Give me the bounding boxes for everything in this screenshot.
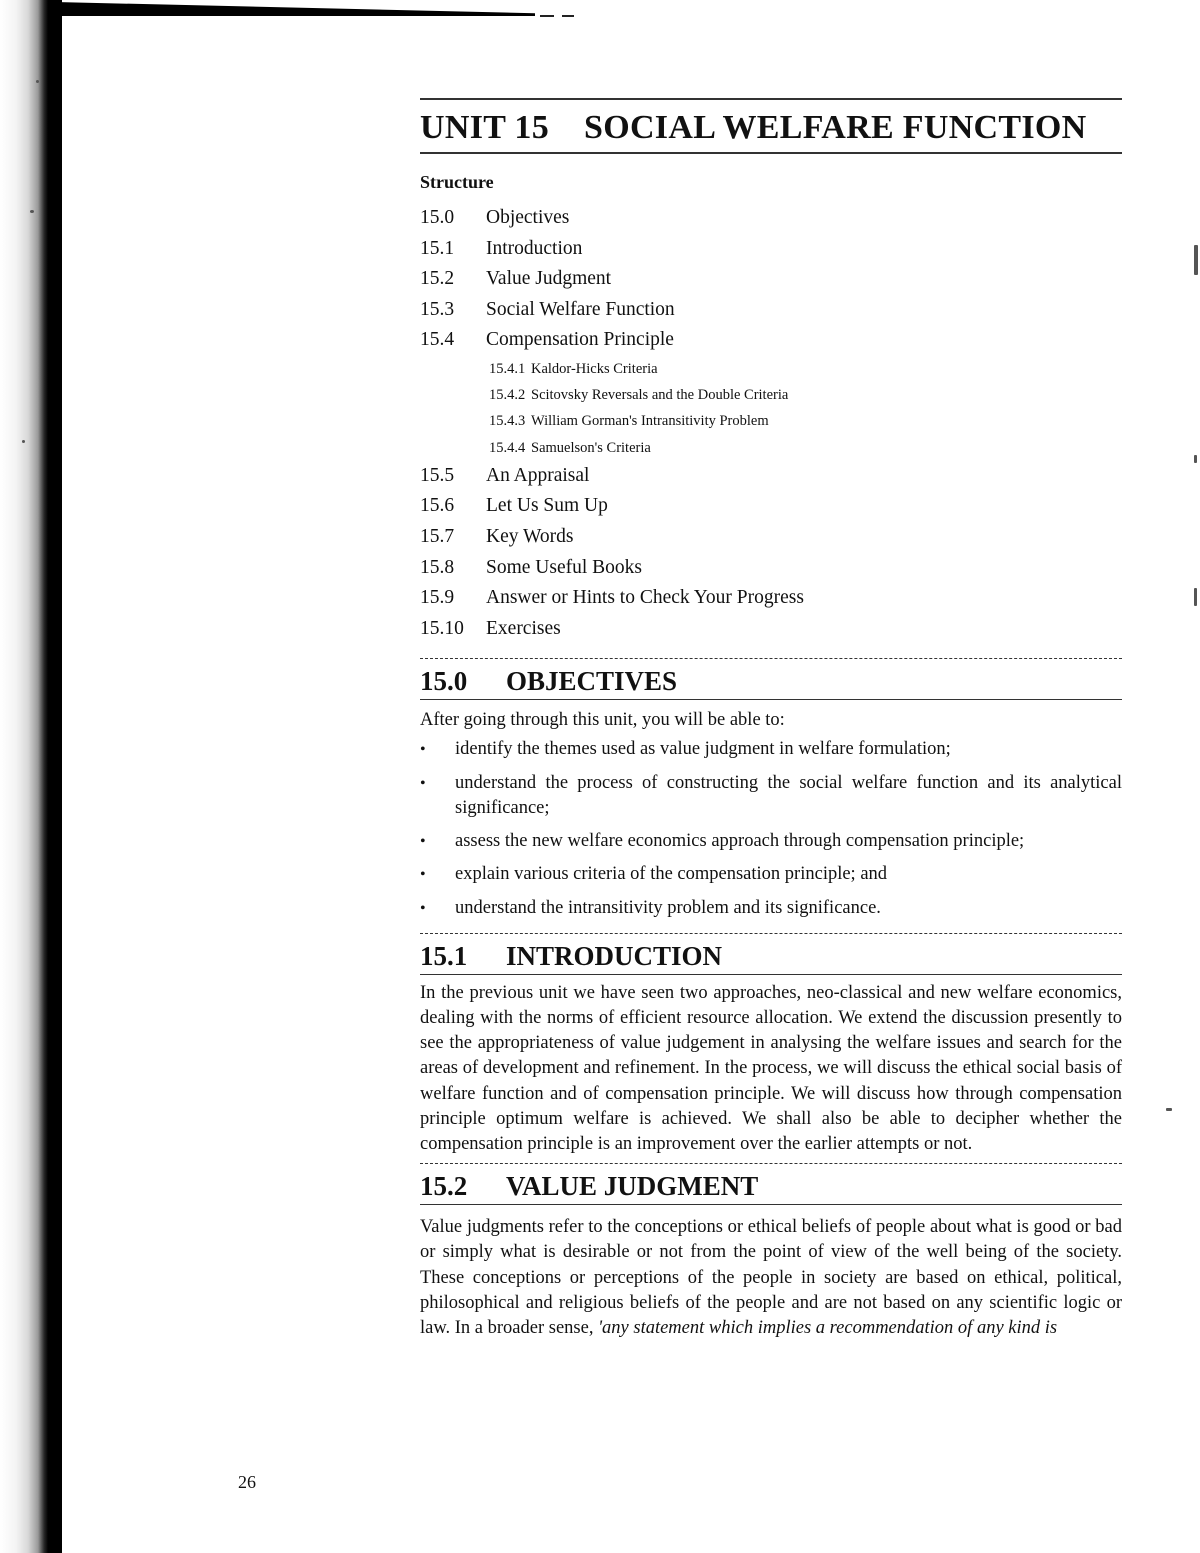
toc-label: Let Us Sum Up [486,495,608,517]
value-judgment-text: Value judgments refer to the conceptions or ethical beliefs of people about what is good or bad or simply what is desirable or not from the point of view of the well being of the society. These conceptions or perceptions of the people in society are based on ethical, political, philosophical and religious beliefs of the people and are not based on any scientific logic or law. In a broader sense, [420,1217,1122,1338]
book-spine-edge [48,0,62,1553]
toc-item [420,203,1122,234]
section-heading-objectives [420,658,1122,700]
toc-number: 15.0 [420,207,455,228]
toc-item [420,491,1122,522]
toc-number: 15.9 [420,587,455,609]
section-title: VALUE JUDGMENT [506,1171,759,1202]
objectives-list [420,737,1122,920]
toc-sub-number: 15.4.3 [489,413,526,430]
objective-item: • explain various criteria of the compensation principle; and [420,862,1122,887]
toc-sub-number: 15.4.4 [489,439,526,456]
toc-subitem [420,356,1122,382]
section-heading-value-judgment [420,1163,1122,1205]
unit-number: UNIT 15 [420,109,550,146]
toc-item [420,264,1122,295]
toc-number: 15.2 [420,268,455,290]
page-number: 26 [238,1472,256,1492]
toc-label: Compensation Principle [486,329,674,351]
value-judgment-paragraph [420,1215,1122,1341]
objective-item: • understand the process of constructing the social welfare function and its analytical significance; [420,771,1122,821]
unit-heading [420,98,1122,154]
toc-label: Value Judgment [486,268,612,290]
toc-number: 15.4 [420,329,455,351]
scan-mark [562,15,574,17]
objective-item: • identify the themes used as value judgment in welfare formulation; [420,737,1122,762]
section-number: 15.1 [420,940,468,971]
section-title: OBJECTIVES [506,666,678,697]
toc-item [420,234,1122,265]
section-number: 15.0 [420,666,468,697]
book-spine-shadow [0,0,48,1553]
toc-label: Social Welfare Function [486,298,675,320]
toc-item [420,522,1122,553]
toc-item [420,614,1122,645]
toc-sub-label: Kaldor-Hicks Criteria [531,360,658,377]
page-content [420,98,1122,1341]
toc-number: 15.1 [420,237,455,259]
toc-label: An Appraisal [486,464,590,486]
scan-speck [1166,1108,1172,1111]
scan-speck [22,440,25,443]
toc-label: Answer or Hints to Check Your Progress [486,587,804,609]
table-of-contents [420,203,1122,644]
objectives-intro: After going through this unit, you will be able to: [420,710,785,731]
toc-number: 15.7 [420,525,455,547]
top-scan-edge [55,2,535,16]
scan-speck [36,80,39,83]
scan-speck [1194,455,1197,463]
toc-number: 15.10 [420,617,464,639]
toc-item [420,583,1122,614]
toc-subitem [420,382,1122,408]
toc-sub-label: Scitovsky Reversals and the Double Criteria [531,387,789,404]
toc-label: Some Useful Books [486,556,642,578]
toc-number: 15.8 [420,556,455,578]
objective-item: • understand the intransitivity problem and its significance. [420,896,1122,921]
toc-label: Key Words [486,525,574,547]
toc-subitem [420,435,1122,461]
section-number: 15.2 [420,1171,468,1202]
introduction-paragraph: In the previous unit we have seen two approaches, neo-classical and new welfare economics, dealing with the norms of efficient resource allocation. We extend the discussion presently to see the appropriateness of value judgement in analysing the welfare issues and search for the areas of development and refinement. In the process, we will discuss the ethical social basis of welfare function and of compensation principle. We will discuss how through compensation principle optimum welfare is achieved. We shall also be able to decipher whether the compensation principle is an improvement over the earlier attempts or not. [420,982,1122,1154]
objective-item: • assess the new welfare economics approach through compensation principle; [420,829,1122,854]
toc-label: Exercises [486,617,561,639]
toc-item [420,325,1122,356]
toc-item [420,295,1122,326]
unit-title: SOCIAL WELFARE FUNCTION [584,109,1087,146]
toc-subitem [420,408,1122,434]
toc-sub-label: William Gorman's Intransitivity Problem [531,413,769,430]
value-judgment-quote: 'any statement which implies a recommendation of any kind is [598,1317,1058,1338]
toc-label: Introduction [486,237,583,259]
toc-number: 15.5 [420,464,455,486]
toc-item [420,553,1122,584]
section-heading-introduction [420,933,1122,975]
scan-speck [1194,588,1197,606]
toc-sub-number: 15.4.1 [489,360,526,377]
scan-mark [540,15,554,17]
scan-speck [1194,245,1198,275]
section-title: INTRODUCTION [506,940,723,971]
toc-number: 15.6 [420,495,455,517]
scan-speck [30,210,34,213]
toc-item [420,461,1122,492]
toc-sub-number: 15.4.2 [489,387,526,404]
toc-sub-label: Samuelson's Criteria [531,439,651,456]
toc-label: Objectives [486,207,570,228]
toc-number: 15.3 [420,298,455,320]
structure-label: Structure [420,172,494,192]
